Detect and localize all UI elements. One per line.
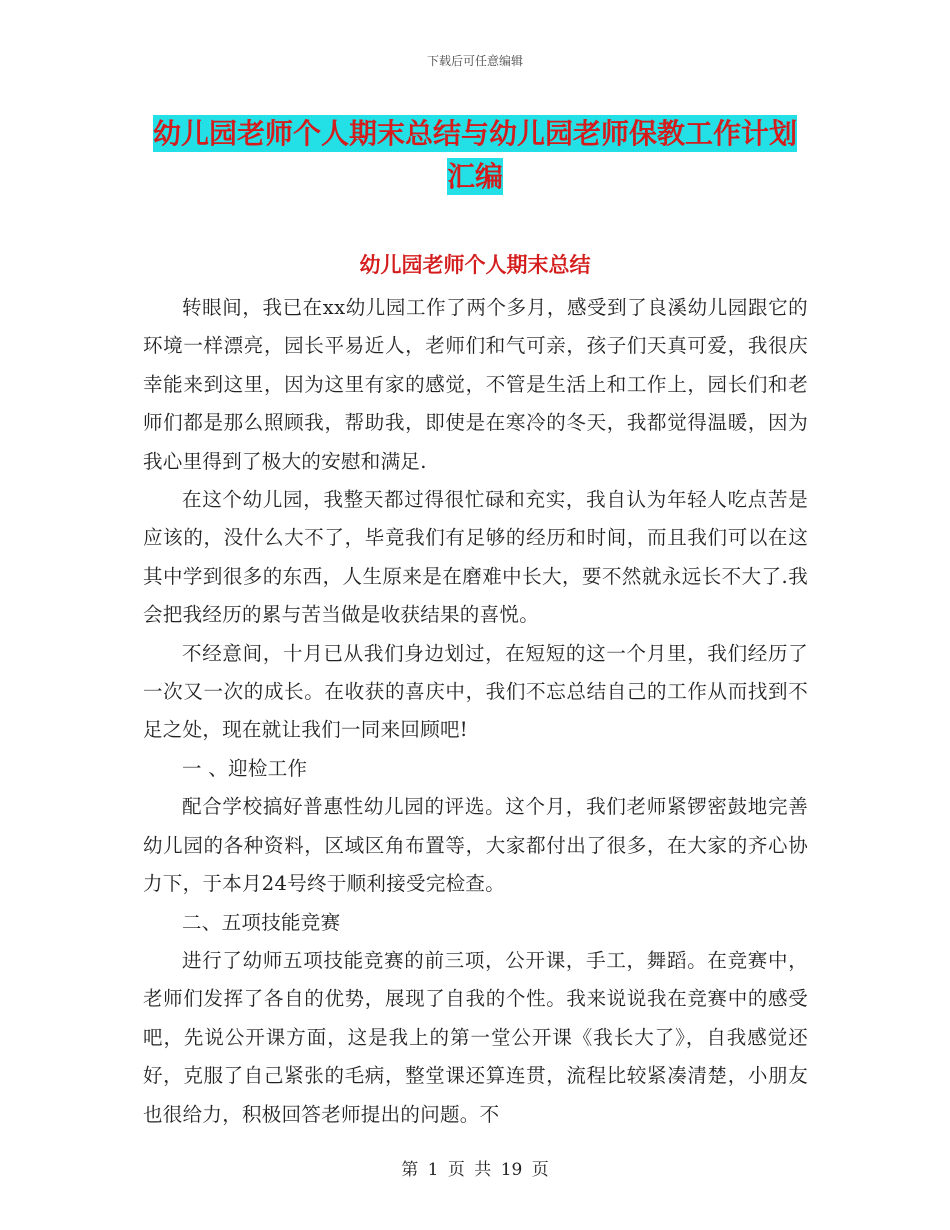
subheading: 二、五项技能竞赛: [182, 910, 341, 934]
paragraph: 配合学校搞好普惠性幼儿园的评选。这个月，我们老师紧锣密鼓地完善幼儿园的各种资料，区域区角布置等，大家都付出了很多，在大家的齐心协力下，于本月24号终于顺利接受完检查。: [143, 795, 808, 896]
page-header-note: 下载后可任意编辑: [426, 54, 523, 68]
subheading: 一 、迎检工作: [182, 756, 308, 780]
paragraph: 不经意间，十月已从我们身边划过，在短短的这一个月里，我们经历了一次又一次的成长。在收获的喜庆中，我们不忘总结自己的工作从而找到不足之处，现在就让我们一同来回顾吧!: [143, 641, 808, 742]
page-number-footer: 第 1 页 共 19 页: [401, 1160, 549, 1180]
document-title-text-1: 幼儿园老师个人期末总结与幼儿园老师保教工作计划: [152, 117, 797, 150]
paragraph: 在这个幼儿园，我整天都过得很忙碌和充实，我自认为年轻人吃点苦是应该的，没什么大不了，毕竟我们有足够的经历和时间，而且我们可以在这其中学到很多的东西，人生原来是在磨难中长大，要不然就永远长不大了.我会把我经历的累与苦当做是收获结果的喜悦。: [143, 488, 808, 627]
section-title: 幼儿园老师个人期末总结: [359, 253, 591, 277]
paragraph: 转眼间，我已在xx幼儿园工作了两个多月，感受到了良溪幼儿园跟它的环境一样漂亮，园长平易近人，老师们和气可亲，孩子们天真可爱，我很庆幸能来到这里，因为这里有家的感觉，不管是生活上和工作上，园长们和老师们都是那么照顾我，帮助我，即使是在寒冷的冬天，我都觉得温暖，因为我心里得到了极大的安慰和满足.: [143, 296, 808, 473]
document-body: [143, 289, 808, 1134]
document-title-line-2: [0, 155, 950, 195]
document-title-line-1: [0, 112, 950, 152]
document-title-text-2: 汇编: [446, 160, 503, 193]
paragraph: 进行了幼师五项技能竞赛的前三项，公开课，手工，舞蹈。在竞赛中，老师们发挥了各自的优势，展现了自我的个性。我来说说我在竞赛中的感受吧，先说公开课方面，这是我上的第一堂公开课《我长大了》，自我感觉还好，克服了自己紧张的毛病，整堂课还算连贯，流程比较紧凑清楚，小朋友也很给力，积极回答老师提出的问题。不: [143, 948, 808, 1126]
